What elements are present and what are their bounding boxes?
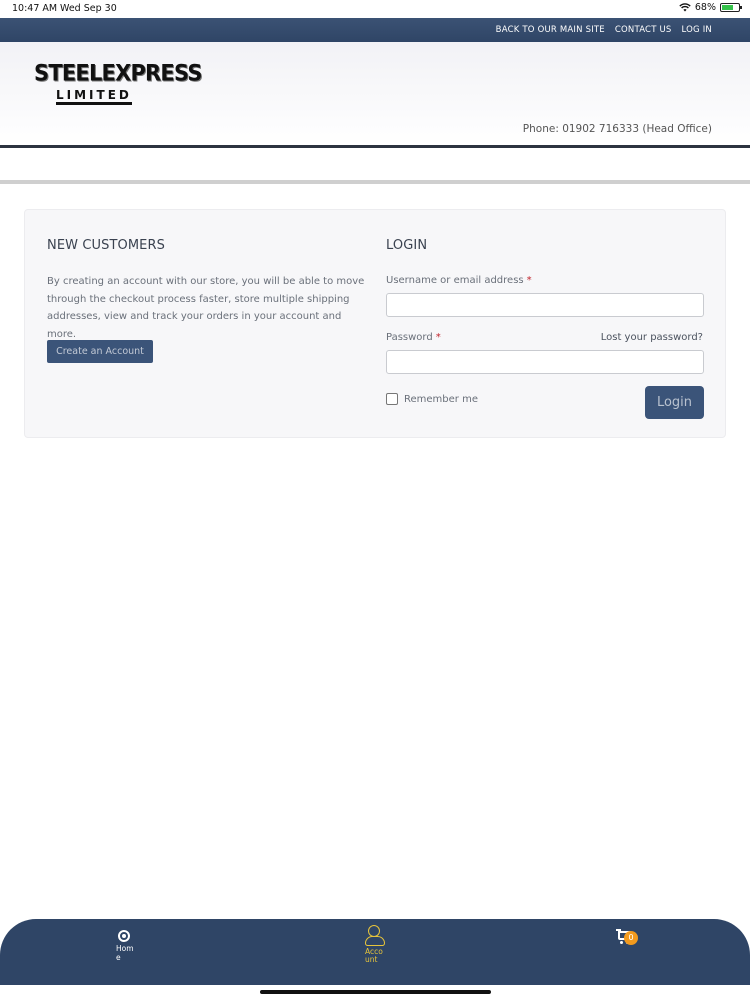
battery-percent: 68% <box>694 2 716 13</box>
username-label-text: Username or email address <box>386 275 524 286</box>
required-mark: * <box>526 275 532 286</box>
top-nav-links <box>496 25 712 35</box>
required-mark: * <box>435 332 441 343</box>
status-time: 10:47 AM <box>12 3 58 14</box>
status-right <box>679 2 740 13</box>
header-divider <box>0 145 750 148</box>
wifi-icon <box>679 3 691 12</box>
username-input[interactable] <box>386 293 704 317</box>
phone-number: Phone: 01902 716333 (Head Office) <box>522 123 712 135</box>
account-card <box>24 209 726 438</box>
cart-count-badge: 0 <box>624 931 638 945</box>
bottom-nav <box>0 919 750 985</box>
new-customers-heading: NEW CUSTOMERS <box>47 238 165 253</box>
login-button[interactable]: Login <box>645 386 704 419</box>
top-nav <box>0 18 750 42</box>
status-bar <box>0 0 750 18</box>
status-date: Wed Sep 30 <box>60 3 117 14</box>
log-in-link[interactable]: LOG IN <box>681 25 712 35</box>
tab-home[interactable] <box>116 930 138 962</box>
tab-account[interactable] <box>365 925 387 964</box>
password-input[interactable] <box>386 350 704 374</box>
battery-fill <box>722 5 733 10</box>
logo-main-text: STEELEXPRESS <box>34 60 202 86</box>
home-indicator[interactable] <box>260 990 491 994</box>
password-label-text: Password <box>386 332 433 343</box>
logo-sub-text: LIMITED <box>56 89 132 105</box>
steelexpress-logo[interactable] <box>34 60 202 104</box>
lost-password-link[interactable]: Lost your password? <box>600 332 703 343</box>
new-customers-description: By creating an account with our store, you will be able to move through the checkout process faster, store multiple shipping addresses, view and track your orders in your account and more. <box>47 276 365 340</box>
create-account-button[interactable]: Create an Account <box>47 340 153 363</box>
remember-me-checkbox[interactable] <box>386 393 398 405</box>
compass-icon <box>118 930 130 942</box>
site-header <box>0 42 750 146</box>
battery-icon <box>720 3 740 12</box>
tab-account-label: Account <box>365 947 383 964</box>
password-label <box>386 332 441 343</box>
username-label <box>386 275 532 286</box>
remember-me[interactable] <box>386 393 478 405</box>
tab-home-label: Home <box>116 944 134 962</box>
content-divider <box>0 180 750 184</box>
contact-us-link[interactable]: CONTACT US <box>614 25 672 35</box>
user-icon <box>365 925 387 946</box>
login-heading: LOGIN <box>386 238 428 253</box>
remember-me-label: Remember me <box>404 393 478 405</box>
back-to-main-site-link[interactable]: BACK TO OUR MAIN SITE <box>495 25 605 35</box>
